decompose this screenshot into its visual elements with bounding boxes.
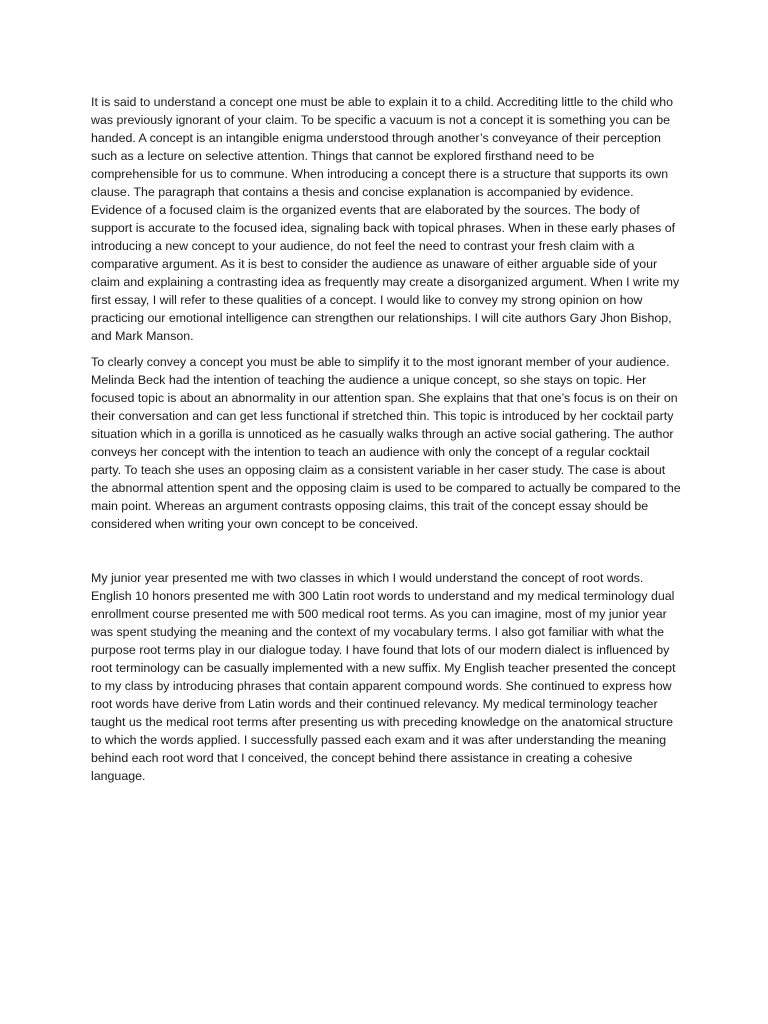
paragraph-3: My junior year presented me with two classes in which I would understand the concept of root words. English 10 honors presented me with 300 Latin root words to understand and my medical terminology dual enrollment course presented me with 500 medical root terms. As you can imagine, most of my junior year was spent studying the meaning and the context of my vocabulary terms. I also got familiar with what the purpose root terms play in our dialogue today. I have found that lots of our modern dialect is influenced by root terminology can be casually implemented with a new suffix. My English teacher presented the concept to my class by introducing phrases that contain apparent compound words. She continued to express how root words have derive from Latin words and their continued relevancy. My medical terminology teacher taught us the medical root terms after presenting us with preceding knowledge on the anatomical structure to which the words applied. I successfully passed each exam and it was after understanding the meaning behind each root word that I conceived, the concept behind there assistance in creating a cohesive language. — [91, 571, 676, 783]
document-body — [91, 93, 681, 785]
paragraph-spacer — [91, 345, 681, 353]
paragraph-spacer — [91, 533, 681, 569]
paragraph-2: To clearly convey a concept you must be able to simplify it to the most ignorant member of your audience. Melinda Beck had the intention of teaching the audience a unique concept, so she stays on topic. Her focused topic is about an abnormality in our attention span. She explains that that one’s focus is on their on their conversation and can get less functional if stretched thin. This topic is introduced by her cocktail party situation which in a gorilla is unnoticed as he casually walks through an active social gathering. The author conveys her concept with the intention to teach an audience with only the concept of a regular cocktail party. To teach she uses an opposing claim as a consistent variable in her caser study. The case is about the abnormal attention spent and the opposing claim is used to be compared to actually be compared to the main point. Whereas an argument contrasts opposing claims, this trait of the concept essay should be considered when writing your own concept to be conceived. — [91, 355, 681, 531]
paragraph-1: It is said to understand a concept one must be able to explain it to a child. Accrediting little to the child who was previously ignorant of your claim. To be specific a vacuum is not a concept it is something you can be handed. A concept is an intangible enigma understood through another’s conveyance of their perception such as a lecture on selective attention. Things that cannot be explored firsthand need to be comprehensible for us to commune. When introducing a concept there is a structure that supports its own clause. The paragraph that contains a thesis and concise explanation is accompanied by evidence. Evidence of a focused claim is the organized events that are elaborated by the sources. The body of support is accurate to the focused idea, signaling back with topical phrases. When in these early phases of introducing a new concept to your audience, do not feel the need to contrast your fresh claim with a comparative argument. As it is best to consider the audience as unaware of either arguable side of your claim and explaining a contrasting idea as frequently may create a disorganized argument. When I write my first essay, I will refer to these qualities of a concept. I would like to convey my strong opinion on how practicing our emotional intelligence can strengthen our relationships. I will cite authors Gary Jhon Bishop, and Mark Manson. — [91, 95, 680, 343]
